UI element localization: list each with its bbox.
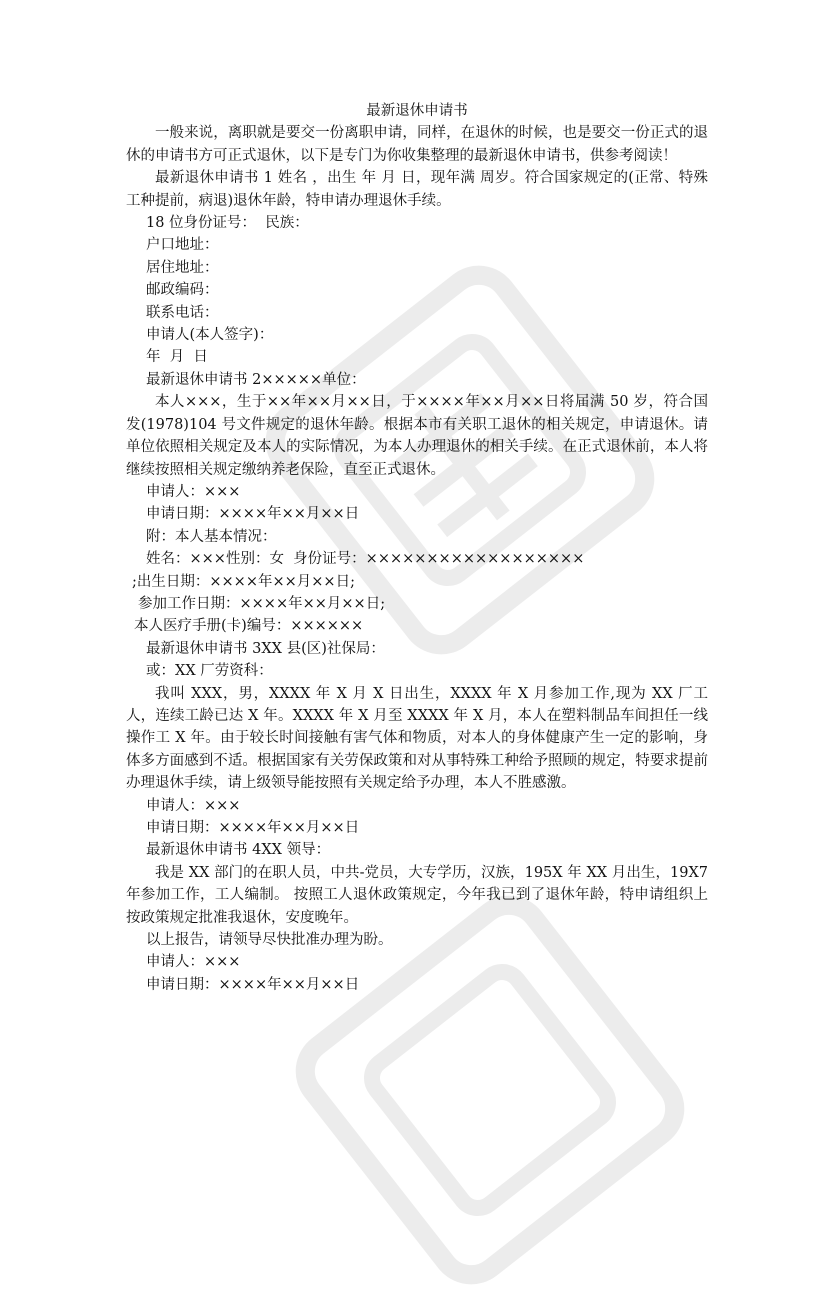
letter3-applicant: 申请人：××× [146,797,241,814]
letter4-closing: 以上报告，请领导尽快批准办理为盼。 [146,932,393,949]
letter2-attachment: 附：本人基本情况： [146,528,277,545]
page-title: 最新退休申请书 [366,103,468,119]
letter1-household: 户口地址： [146,237,219,254]
letter1-signature: 申请人(本人签字)： [146,327,274,344]
letter1-residence: 居住地址： [146,259,219,276]
letter3-apply-date: 申请日期：××××年××月××日 [146,820,360,836]
letter2-body: 本人×××，生于××年××月××日，于××××年××月××日将届满 50 岁，符合国发(1978)104 号文件规定的退休年龄。根据本市有关职工退休的相关规定，申请退休。请单位依照相关规定及本人的实际情况，为本人办理退休的相关手续。在正式退休前，本人将继续按照相关规定缴纳养老保险，直至正式退休。 [126,394,708,478]
letter4-apply-date: 申请日期：××××年××月××日 [146,976,360,993]
letter2-info-medical: 本人医疗手册(卡)编号：×××××× [134,618,364,635]
letter2-info-name: 姓名：×××性别：女 身份证号：×××××××××××××××××× [146,551,585,568]
letter1-id-line: 18 位身份证号： 民族： [146,215,309,232]
letter3-heading: 最新退休申请书 3XX 县(区)社保局： [146,640,385,657]
letter2-info-work: 参加工作日期：××××年××月××日; [138,595,386,612]
letter1-date: 年 月 日 [146,349,208,366]
letter3-sub: 或：XX 厂劳资科： [146,663,273,680]
letter4-applicant: 申请人：××× [146,954,241,971]
letter2-apply-date: 申请日期：××××年××月××日 [146,506,360,523]
intro-paragraph: 一般来说，离职就是要交一份离职申请，同样，在退休的时候，也是要交一份正式的退休的申请书方可正式退休，以下是专门为你收集整理的最新退休申请书，供参考阅读！ [126,125,708,164]
letter1-body: 最新退休申请书 1 姓名 ，出生 年 月 日，现年满 周岁。符合国家规定的(正常、特殊工种提前，病退)退休年龄，特申请办理退休手续。 [126,170,708,209]
letter2-applicant: 申请人：××× [146,483,241,500]
letter1-phone: 联系电话： [146,304,219,321]
letter4-body: 我是 XX 部门的在职人员，中共-党员，大专学历，汉族，195X 年 XX 月出生，19X7 年参加工作，工人编制。 按照工人退休政策规定，今年我已到了退休年龄，特申请组织上按政策规定批准我退休，安度晚年。 [126,864,708,926]
letter4-heading: 最新退休申请书 4XX 领导： [146,842,331,859]
document-body [126,100,708,996]
letter3-body: 我叫 XXX，男，XXXX 年 X 月 X 日出生，XXXX 年 X 月参加工作,现为 XX 厂工人，连续工龄已达 X 年。XXXX 年 X 月至 XXXX 年 X 月，本人在塑料制品车间担任一线操作工 X 年。由于较长时间接触有害气体和物质，对本人的身体健康产生一定的影响，身体多方面感到不适。根据国家有关劳保政策和对从事特殊工种给予照顾的规定，特要求提前办理退休手续，请上级领导能按照有关规定给予办理，本人不胜感激。 [126,685,708,792]
letter1-postcode: 邮政编码： [146,282,219,299]
letter2-heading: 最新退休申请书 2×××××单位： [146,371,366,388]
letter2-info-birth: ;出生日期：××××年××月××日; [132,573,355,590]
